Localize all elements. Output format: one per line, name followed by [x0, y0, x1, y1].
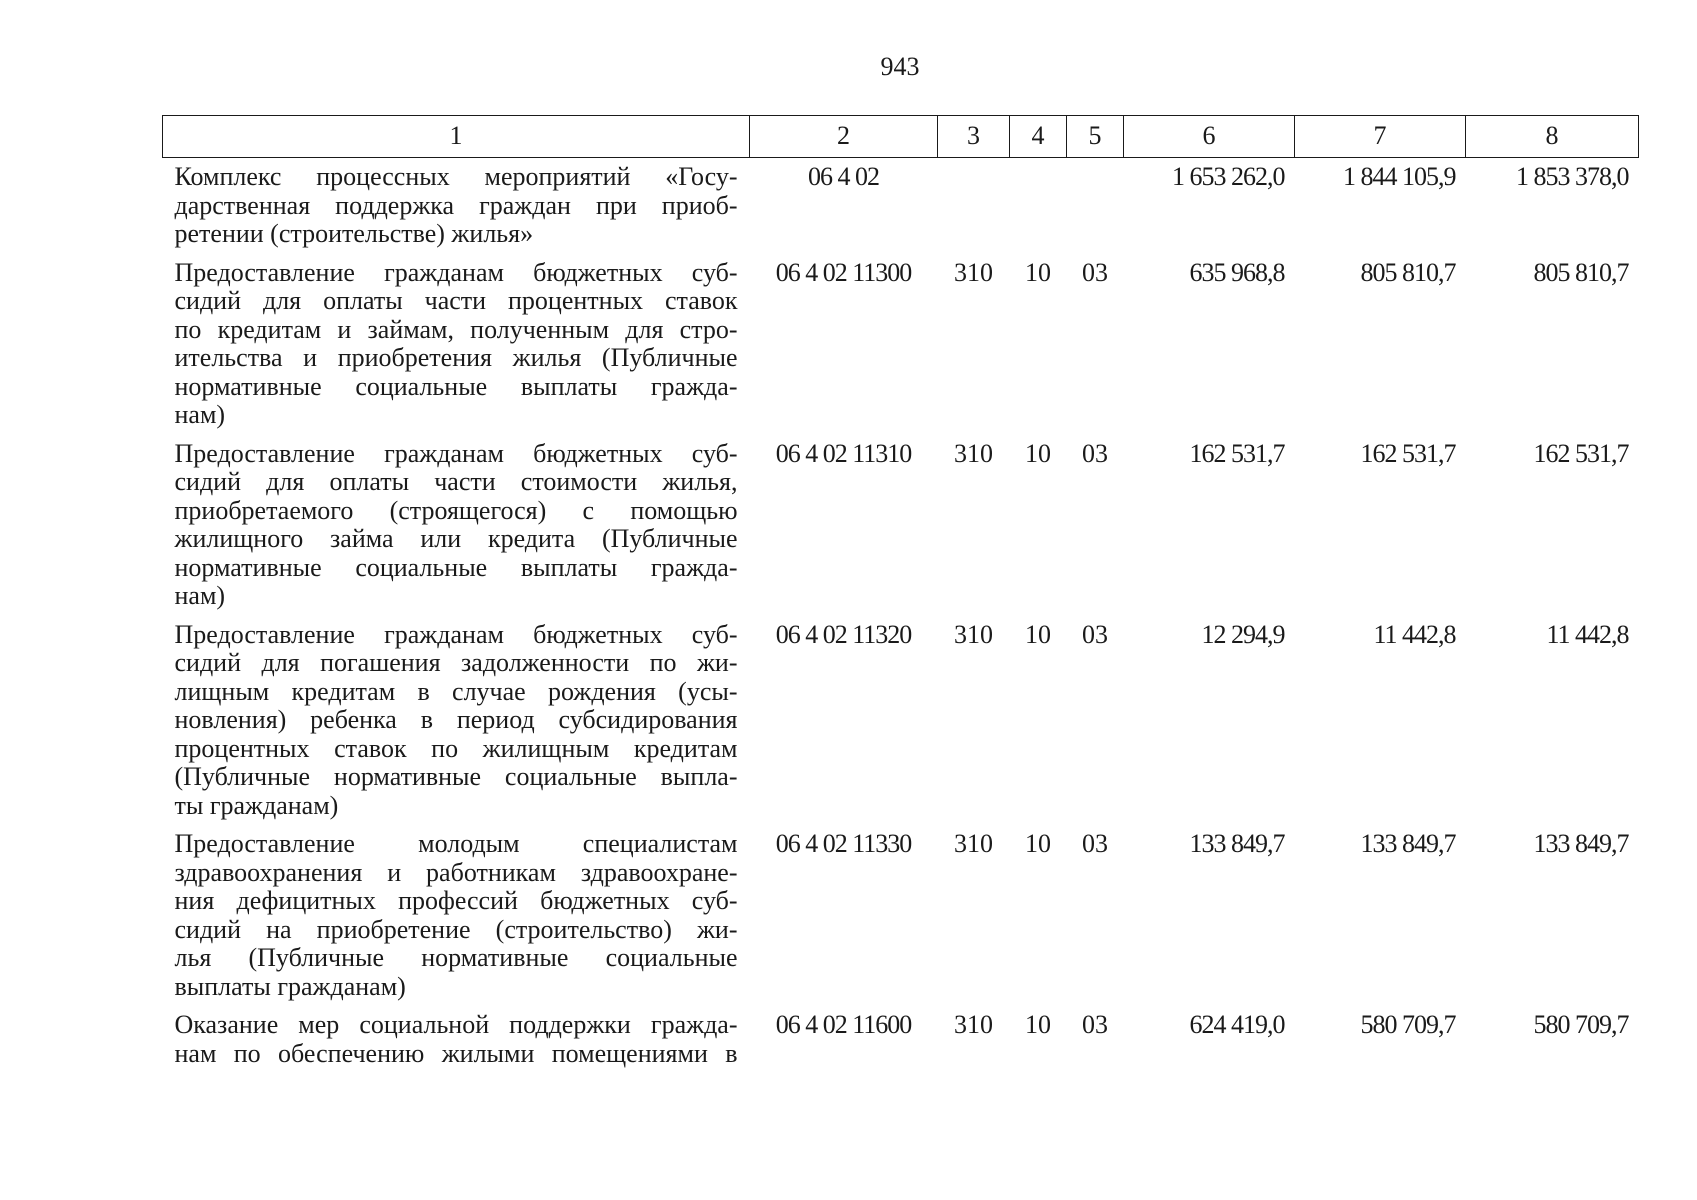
row-amount-col7: 133 849,7 — [1360, 829, 1456, 858]
row-name-line: по кредитам и займам, полученным для стро- — [174, 314, 738, 344]
row-amount-col7: 11 442,8 — [1373, 619, 1456, 649]
row-name-line: сидий для оплаты части процентных ставок — [174, 286, 738, 315]
row-section: 10 — [1025, 438, 1051, 468]
column-header: 7 — [1295, 116, 1466, 158]
row-name-line: новления) ребенка в период субсидирования — [174, 705, 738, 734]
row-name-line: ния дефицитных профессий бюджетных суб- — [174, 886, 738, 915]
row-name-line: нормативные социальные выплаты гражда- — [174, 371, 738, 401]
row-amount-col8: 11 442,8 — [1546, 619, 1629, 649]
table-row — [163, 611, 1639, 821]
row-amount-col7: 162 531,7 — [1360, 438, 1456, 468]
row-name-line: лья (Публичные нормативные социальные — [174, 943, 738, 972]
row-expense-type — [938, 158, 1010, 249]
row-name-line: сидий для погашения задолженности по жи- — [174, 648, 738, 677]
row-amount-col8: 133 849,7 — [1533, 829, 1629, 858]
row-amount-col6: 162 531,7 — [1189, 438, 1285, 468]
row-name-line: выплаты гражданам) — [174, 971, 406, 1001]
row-expense-type: 310 — [954, 829, 993, 858]
row-name-line: Предоставление гражданам бюджетных суб- — [174, 619, 738, 649]
row-amount-col8: 580 709,7 — [1533, 1010, 1629, 1039]
row-name-line: сидий для оплаты части стоимости жилья, — [174, 467, 738, 496]
row-amount-col7: 805 810,7 — [1360, 257, 1456, 287]
row-name-line: ретении (строительстве) жилья» — [174, 219, 534, 248]
row-amount-col6: 1 653 262,0 — [1172, 162, 1285, 191]
row-name-line: Предоставление гражданам бюджетных суб- — [174, 257, 738, 287]
row-section: 10 — [1025, 619, 1051, 649]
table-header-row — [163, 116, 1639, 158]
row-amount-col6: 12 294,9 — [1201, 619, 1285, 649]
row-name-line: сидий на приобретение (строительство) жи- — [174, 914, 738, 944]
row-expense-type: 310 — [954, 1010, 993, 1039]
row-name-line: Предоставление гражданам бюджетных суб- — [174, 438, 738, 468]
column-header: 6 — [1124, 116, 1295, 158]
row-name-line: нам по обеспечению жилыми помещениями в — [174, 1038, 738, 1068]
row-name-line: ительства и приобретения жилья (Публичные — [174, 343, 738, 372]
row-subsection: 03 — [1082, 438, 1108, 468]
column-header: 5 — [1067, 116, 1124, 158]
row-section: 10 — [1025, 829, 1051, 858]
row-name-cell — [163, 820, 750, 1001]
row-csr-code: 06 4 02 — [808, 162, 879, 191]
row-expense-type: 310 — [954, 257, 993, 287]
row-name-line: здравоохранения и работникам здравоохране- — [174, 857, 738, 887]
column-header: 4 — [1010, 116, 1067, 158]
row-subsection: 03 — [1082, 619, 1108, 649]
budget-table — [162, 115, 1639, 1068]
row-name-line: нам) — [174, 581, 226, 610]
table-row — [163, 820, 1639, 1001]
row-name-line: Комплекс процессных мероприятий «Госу- — [174, 162, 738, 191]
column-header: 1 — [163, 116, 750, 158]
row-name-line: лищным кредитам в случае рождения (усы- — [174, 676, 738, 706]
row-name-line: нам) — [174, 400, 226, 429]
row-csr-code: 06 4 02 11300 — [775, 257, 912, 287]
table-body — [163, 158, 1639, 1069]
row-name-cell — [163, 611, 750, 821]
row-subsection: 03 — [1082, 829, 1108, 858]
row-section: 10 — [1025, 257, 1051, 287]
row-amount-col8: 805 810,7 — [1533, 257, 1629, 287]
row-section: 10 — [1025, 1010, 1051, 1039]
row-name-line: Предоставление молодым специалистам — [174, 829, 738, 858]
row-name-cell — [163, 158, 750, 249]
row-amount-col8: 162 531,7 — [1533, 438, 1629, 468]
column-header: 2 — [750, 116, 938, 158]
row-name-line: (Публичные нормативные социальные выпла- — [174, 762, 738, 791]
row-expense-type: 310 — [954, 619, 993, 649]
table-row — [163, 430, 1639, 611]
table-row — [163, 249, 1639, 430]
page-number: 943 — [880, 52, 920, 81]
row-name-line: Оказание мер социальной поддержки гражда- — [174, 1010, 738, 1039]
column-header: 3 — [938, 116, 1010, 158]
row-name-line: дарственная поддержка граждан при приоб- — [174, 190, 738, 220]
column-header: 8 — [1466, 116, 1639, 158]
row-name-cell — [163, 430, 750, 611]
row-amount-col7: 1 844 105,9 — [1343, 162, 1456, 191]
row-section — [1010, 158, 1067, 249]
row-csr-code: 06 4 02 11330 — [775, 829, 912, 858]
table-row — [163, 1001, 1639, 1068]
table-row — [163, 158, 1639, 249]
row-csr-code: 06 4 02 11600 — [775, 1010, 912, 1039]
row-subsection — [1067, 158, 1124, 249]
row-name-line: процентных ставок по жилищным кредитам — [174, 733, 738, 763]
row-amount-col6: 635 968,8 — [1189, 257, 1285, 287]
row-name-line: ты гражданам) — [174, 790, 339, 820]
row-subsection: 03 — [1082, 257, 1108, 287]
row-amount-col6: 624 419,0 — [1189, 1010, 1285, 1039]
row-subsection: 03 — [1082, 1010, 1108, 1039]
row-expense-type: 310 — [954, 438, 993, 468]
row-csr-code: 06 4 02 11320 — [775, 619, 912, 649]
row-csr-code: 06 4 02 11310 — [775, 438, 912, 468]
row-name-line: нормативные социальные выплаты гражда- — [174, 552, 738, 582]
row-name-line: приобретаемого (строящегося) с помощью — [174, 495, 738, 525]
row-name-line: жилищного займа или кредита (Публичные — [174, 524, 738, 553]
row-name-cell — [163, 249, 750, 430]
row-amount-col6: 133 849,7 — [1189, 829, 1285, 858]
row-name-cell — [163, 1001, 750, 1068]
row-amount-col8: 1 853 378,0 — [1516, 162, 1629, 191]
row-amount-col7: 580 709,7 — [1360, 1010, 1456, 1039]
